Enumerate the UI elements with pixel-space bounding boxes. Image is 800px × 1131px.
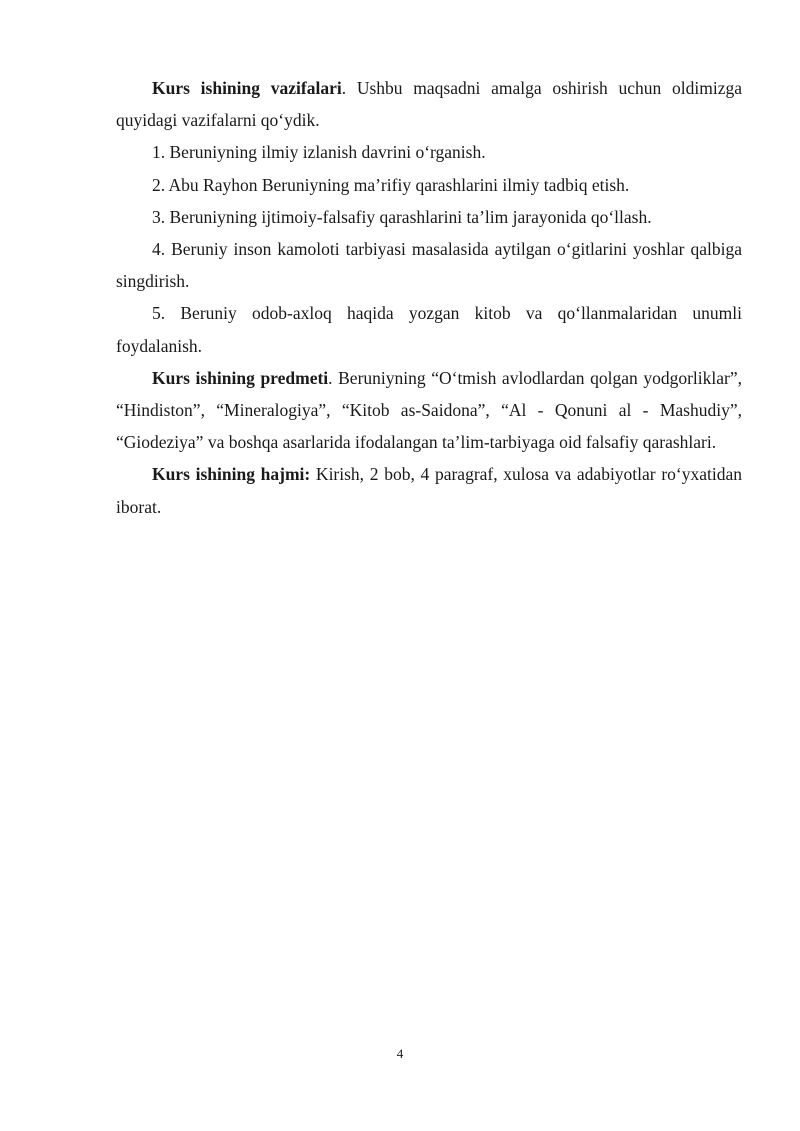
paragraph-tasks [116,72,742,136]
list-item [116,169,742,201]
page-number: 4 [396,1046,404,1061]
list-item [116,136,742,168]
paragraph-subject [116,362,742,459]
list-item-text: 3. Beruniyning ijtimoiy-falsafiy qarashlarini ta’lim jarayonida qo‘llash. [152,206,652,227]
list-item-text: 2. Abu Rayhon Beruniyning ma’rifiy qarashlarini ilmiy tadbiq etish. [152,174,630,195]
list-item [116,297,742,361]
list-item-text: 4. Beruniy inson kamoloti tarbiyasi masalasida aytilgan o‘gitlarini yoshlar qalbiga singdirish. [116,239,742,292]
list-item [116,201,742,233]
page-body [116,72,742,523]
paragraph-text: . Beruniyning “O‘tmish avlodlardan qolgan yodgorliklar”, “Hindiston”, “Mineralogiya”, “Kitob as-Saidona”, “Al - Qonuni al - Mashudiy”, “Giodeziya” va boshqa asarlarida ifodalangan ta’lim-tarbiyaga oid falsafiy qarashlari. [116,367,742,453]
heading-volume: Kurs ishining hajmi: [152,464,311,485]
heading-subject: Kurs ishining predmeti [152,367,329,388]
paragraph-volume [116,458,742,522]
paragraph-text: Kirish, 2 bob, 4 paragraf, xulosa va adabiyotlar ro‘yxatidan iborat. [116,464,742,517]
list-item [116,233,742,297]
list-item-text: 1. Beruniyning ilmiy izlanish davrini o‘rganish. [152,142,486,163]
paragraph-text: . Ushbu maqsadni amalga oshirish uchun oldimizga quyidagi vazifalarni qo‘ydik. [116,78,742,131]
list-item-text: 5. Beruniy odob-axloq haqida yozgan kitob va qo‘llanmalaridan unumli foydalanish. [116,303,742,356]
heading-tasks: Kurs ishining vazifalari [152,78,342,98]
